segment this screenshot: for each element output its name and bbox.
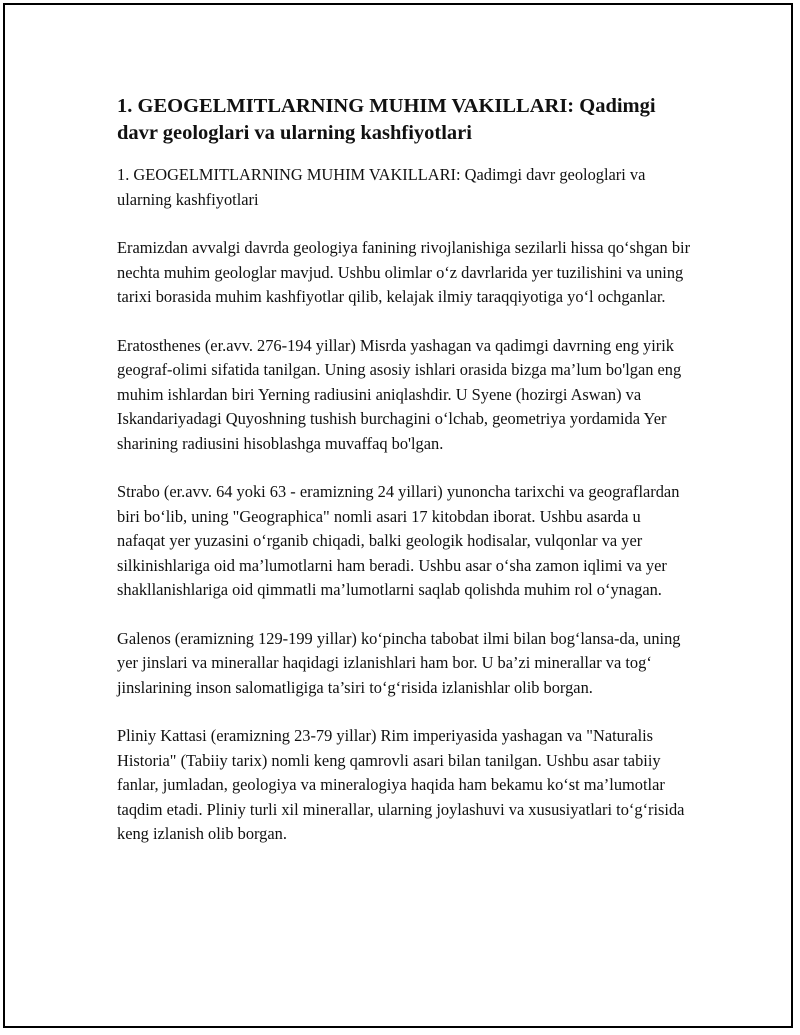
paragraph-strabo: Strabo (er.avv. 64 yoki 63 - eramizning 24 yillari) yunoncha tarixchi va geograflardan biri bo‘lib, uning "Geographica" nomli asari 17 kitobdan iborat. Ushbu asarda u nafaqat yer yuzasini o‘rganib chiqadi, balki geologik hodisalar, vulqonlar va yer silkinishlariga oid ma’lumotlarni ham beradi. Ushbu asar o‘sha zamon iqlimi va yer shakllanishlariga oid qimmatli ma’lumotlarni saqlab qolishda muhim rol o‘ynagan. (117, 482, 680, 599)
document-body (117, 93, 692, 871)
paragraph-intro: Eramizdan avvalgi davrda geologiya fanining rivojlanishiga sezilarli hissa qo‘shgan bir nechta muhim geologlar mavjud. Ushbu olimlar o‘z davrlarida yer tuzilishini va uning tarixi borasida muhim kashfiyotlar qilib, kelajak ilmiy taraqqiyotiga yo‘l ochganlar. (117, 238, 691, 306)
paragraph-eratosthenes: Eratosthenes (er.avv. 276-194 yillar) Misrda yashagan va qadimgi davrning eng yirik geograf-olimi sifatida tanilgan. Uning asosiy ishlari orasida bizga ma’lum bo'lgan eng muhim ishlardan biri Yerning radiusini aniqlashdir. U Syene (hozirgi Aswan) va Iskandariyadagi Quyoshning tushish burchagini o‘lchab, geometriya yordamida Yer sharining radiusini hisoblashga muvaffaq bo'lgan. (117, 335, 682, 453)
document-subheading: 1. GEOGELMITLARNING MUHIM VAKILLARI: Qadimgi davr geologlari va ularning kashfiyotlari (117, 165, 646, 209)
paragraph-pliniy: Pliniy Kattasi (eramizning 23-79 yillar) Rim imperiyasida yashagan va "Naturalis Historia" (Tabiiy tarix) nomli keng qamrovli asari bilan tanilgan. Ushbu asar tabiiy fanlar, jumladan, geologiya va mineralogiya haqida ham bekamu ko‘st ma’lumotlar taqdim etadi. Pliniy turli xil minerallar, ularning joylashuvi va xususiyatlari to‘g‘risida keng izlanish olib borgan. (117, 726, 685, 843)
paragraph-galenos: Galenos (eramizning 129-199 yillar) ko‘pincha tabobat ilmi bilan bog‘lansa-da, uning yer jinslari va minerallar haqidagi izlanishlari ham bor. U ba’zi minerallar va tog‘ jinslarining inson salomatligiga ta’siri to‘g‘risida izlanishlar olib borgan. (117, 628, 681, 697)
document-heading: 1. GEOGELMITLARNING MUHIM VAKILLARI: Qadimgi davr geologlari va ularning kashfiyotlari (117, 95, 656, 144)
